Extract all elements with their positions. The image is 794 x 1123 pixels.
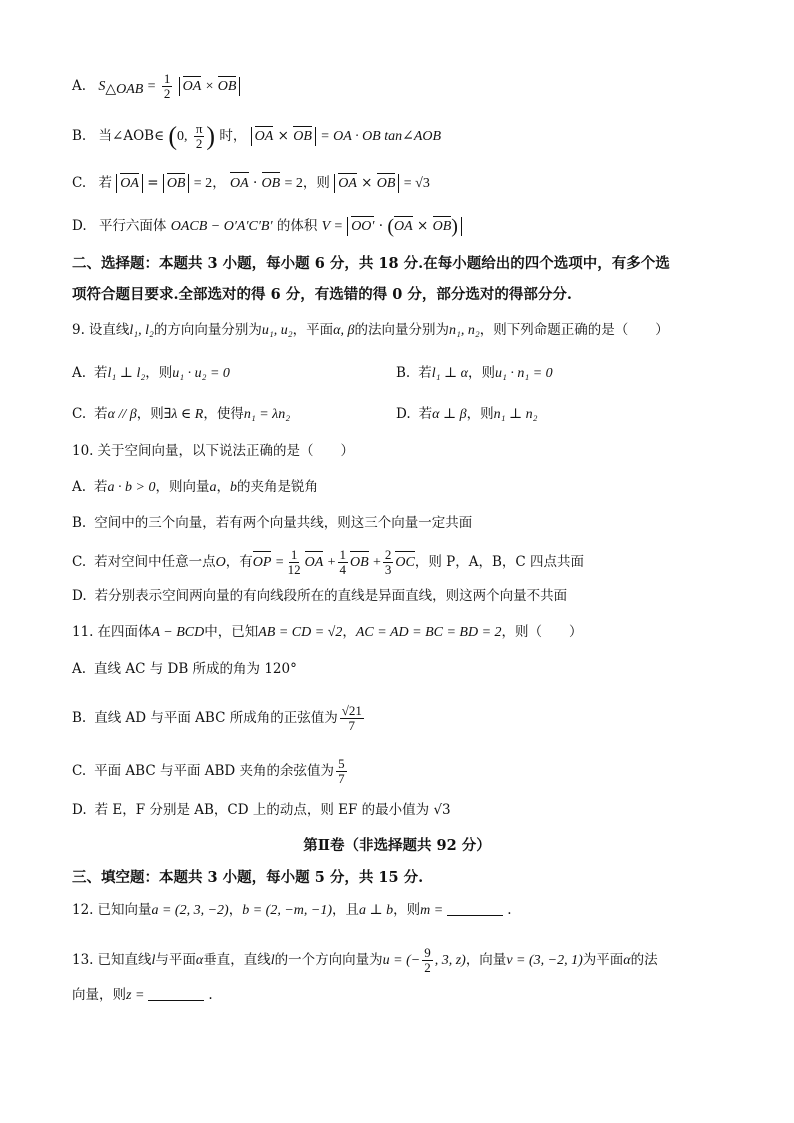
part-2-title: 第Ⅱ卷（非选择题共 92 分） <box>303 837 491 854</box>
fraction-half: $\frac{1}{2}$ <box>163 71 171 101</box>
q10-option-a: A. 若a · b > 0，则向量a，b的夹角是锐角 <box>72 479 318 495</box>
option-text-tail: 时， <box>219 128 247 144</box>
q11-option-d: D. 若 E，F 分别是 AB，CD 上的动点，则 EF 的最小值为 √3 <box>72 802 451 818</box>
option-a-area <box>72 72 240 101</box>
abs-cross-product: OA × OB <box>179 77 241 96</box>
option-c-area: C. 若 OA = OB = 2， OA · OB = 2，则 OA × OB = √3 <box>72 173 430 194</box>
area-subscript: △OAB <box>105 82 144 97</box>
fraction-pi-half: $\frac{\pi}{2}$ <box>195 121 203 151</box>
abs-oa: OA <box>116 174 143 193</box>
abs-ob: OB <box>163 174 190 193</box>
question-13-line-1: 13. 已知直线l与平面α垂直，直线l的一个方向向量为u = (− $\frac{9}{2}$ , 3, z)，向量v = (3, −2, 1)为平面α的法 <box>72 945 658 975</box>
question-number: 9. <box>72 322 85 338</box>
question-10-stem: 10. 关于空间向量，以下说法正确的是（ ） <box>72 443 354 459</box>
q10-option-b: B. 空间中的三个向量，若有两个向量共线，则这三个向量一定共面 <box>72 515 473 531</box>
interval: 0, <box>177 129 188 144</box>
section-2-heading-line-1: 二、选择题：本题共 3 小题，每小题 6 分，共 18 分.在每小题给出的四个选项中，有多个选 <box>72 255 670 272</box>
q9-option-d: D. 若α ⊥ β，则n₁ ⊥ n₂ <box>396 406 538 422</box>
q11-option-c: C. 平面 ABC 与平面 ABD 夹角的余弦值为 $\frac{5}{7}$ <box>72 756 345 786</box>
option-label: B. <box>72 128 87 144</box>
option-label: D. <box>72 218 87 234</box>
q9-option-c: C. 若α // β，则∃λ ∈ R，使得n₁ = λn₂ <box>72 406 291 422</box>
result: = √3 <box>403 176 430 191</box>
question-11-stem: 11. 在四面体A − BCD中，已知AB = CD = √2，AC = AD = BC = BD = 2，则（ ） <box>72 624 583 640</box>
option-b-area: B. 当∠AOB∈ (0, $\frac{\pi}{2}$ ) 时， OA × OB = OA · OB tan∠AOB <box>72 121 442 151</box>
then-text: ，则 <box>302 175 330 191</box>
option-text: 当∠AOB∈ <box>98 128 165 144</box>
fraction-sqrt21-7: $\frac{√21}{7}$ <box>341 703 362 733</box>
abs-cross-product: OA × OB <box>251 127 316 146</box>
option-text: 若 <box>98 175 112 191</box>
q9-option-b: B. 若l₁ ⊥ α，则u₁ · n₁ = 0 <box>396 365 553 381</box>
answer-blank[interactable] <box>447 915 503 916</box>
option-label: C. <box>72 175 87 191</box>
option-text: 平行六面体 <box>98 218 167 234</box>
option-label: A. <box>72 78 87 94</box>
prism-name: OACB − O′A′C′B′ <box>170 219 273 234</box>
abs-cross-product: OA × OB <box>334 174 399 193</box>
equation-rhs: = OA · OB tan∠AOB <box>320 129 442 144</box>
q10-option-d: D. 若分别表示空间两向量的有向线段所在的直线是异面直线，则这两个向量不共面 <box>72 588 568 604</box>
option-text-mid: 的体积 <box>276 218 318 234</box>
section-2-heading-line-2: 项符合题目要求.全部选对的得 6 分，有选错的得 0 分，部分选对的得部分分. <box>72 286 572 303</box>
q11-option-a: A. 直线 AC 与 DB 所成的角为 120° <box>72 661 297 677</box>
area-symbol: S <box>98 79 106 94</box>
answer-blank[interactable] <box>148 1000 204 1001</box>
condition-1: = 2 <box>193 176 213 191</box>
q9-option-a: A. 若l₁ ⊥ l₂，则u₁ · u₂ = 0 <box>72 365 230 381</box>
question-12: 12. 已知向量a = (2, 3, −2)，b = (2, −m, −1)，且a ⊥ b，则m = . <box>72 902 512 918</box>
fraction-5-7: $\frac{5}{7}$ <box>338 756 345 786</box>
option-d-area <box>72 216 462 237</box>
question-13-line-2: 向量，则z = . <box>72 987 213 1003</box>
section-3-heading: 三、填空题：本题共 3 小题，每小题 5 分，共 15 分. <box>72 869 424 886</box>
volume-symbol: V = <box>321 219 343 234</box>
condition-2: = 2 <box>284 176 303 191</box>
q11-option-b: B. 直线 AD 与平面 ABC 所成角的正弦值为 $\frac{√21}{7}$ <box>72 703 362 733</box>
question-9-stem: 9. 设直线l₁, l₂的方向向量分别为u₁, u₂，平面α, β的法向量分别为n₁, n₂，则下列命题正确的是（ ） <box>72 322 669 338</box>
q10-option-c: C. 若对空间中任意一点O，有OP = $\frac{1}{12}$ OA + $\frac{1}{4}$ OB + $\frac{2}{3}$ OC，则 P，A，B，C 四点共面 <box>72 547 585 577</box>
equals: = <box>147 79 156 94</box>
abs-triple-product: OO′ · (OA × OB) <box>347 217 462 236</box>
